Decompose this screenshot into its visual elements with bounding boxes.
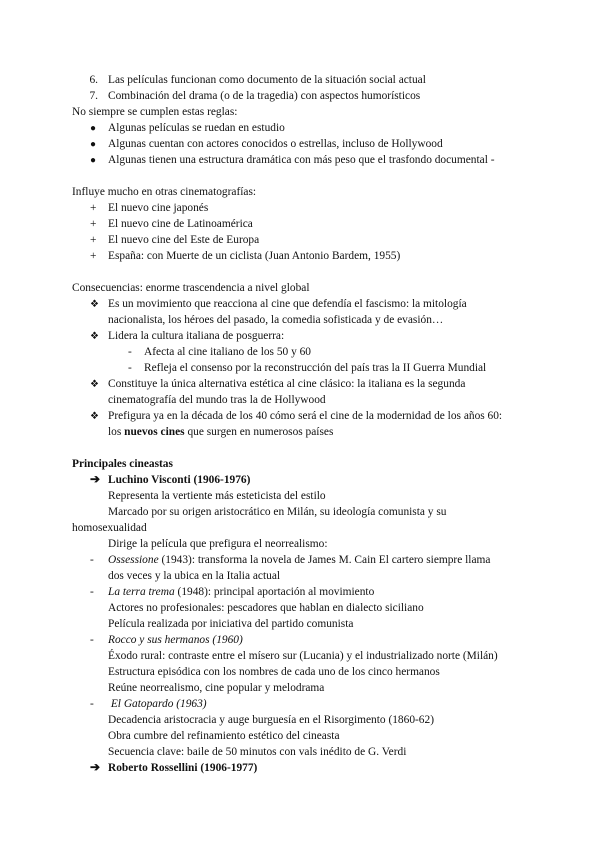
plus-icon: + bbox=[90, 202, 97, 214]
list-item: Algunas películas se ruedan en estudio bbox=[108, 122, 285, 134]
dash-icon: - bbox=[128, 362, 132, 374]
dash-icon: - bbox=[90, 698, 94, 710]
list-item-continuation: nacionalista, los héroes del pasado, la comedia sofisticada y de evasión… bbox=[108, 314, 444, 326]
film-description: Obra cumbre del refinamiento estético del cineasta bbox=[108, 730, 340, 742]
film-description: dos veces y la ubica en la Italia actual bbox=[108, 570, 281, 582]
plus-icon: + bbox=[90, 218, 97, 230]
list-item: El nuevo cine de Latinoamérica bbox=[108, 218, 253, 230]
plus-icon: + bbox=[90, 234, 97, 246]
film-title: La terra trema bbox=[108, 586, 175, 598]
bullet-icon: ● bbox=[90, 139, 97, 150]
list-item-continuation bbox=[108, 424, 333, 440]
emphasis-text: nuevos cines bbox=[124, 426, 185, 438]
list-item: Las películas funcionan como documento de la situación social actual bbox=[108, 74, 426, 86]
list-item: El nuevo cine japonés bbox=[108, 202, 209, 214]
list-item: España: con Muerte de un ciclista (Juan Antonio Bardem, 1955) bbox=[108, 250, 401, 262]
film-description: (1943): transforma la novela de James M. Cain El cartero siempre llama bbox=[158, 554, 491, 566]
sub-list-item: Refleja el consenso por la reconstrucción del país tras la II Guerra Mundial bbox=[144, 362, 487, 374]
paragraph: Influye mucho en otras cinematografías: bbox=[72, 186, 257, 198]
plus-icon: + bbox=[90, 250, 97, 262]
film-description: Actores no profesionales: pescadores que hablan en dialecto siciliano bbox=[108, 602, 424, 614]
dash-icon: - bbox=[90, 554, 94, 566]
filmmaker-name: Luchino Visconti (1906-1976) bbox=[108, 474, 251, 486]
film-entry bbox=[108, 552, 490, 568]
film-description: Éxodo rural: contraste entre el mísero sur (Lucania) y el industrializado norte (Milán) bbox=[108, 650, 498, 662]
dash-icon: - bbox=[128, 346, 132, 358]
section-heading: Principales cineastas bbox=[72, 458, 173, 470]
list-number: 6. bbox=[89, 74, 98, 86]
list-item: Algunas cuentan con actores conocidos o estrellas, incluso de Hollywood bbox=[108, 138, 443, 150]
film-entry bbox=[108, 584, 374, 600]
text-run: los bbox=[108, 426, 125, 438]
description-line: Representa la vertiente más esteticista del estilo bbox=[108, 490, 326, 502]
dash-icon: - bbox=[90, 634, 94, 646]
arrow-right-icon: ➔ bbox=[90, 472, 101, 486]
description-line: Dirige la película que prefigura el neorrealismo: bbox=[108, 538, 328, 550]
diamond-bullet-icon: ❖ bbox=[90, 331, 99, 342]
list-item: Lidera la cultura italiana de posguerra: bbox=[108, 330, 285, 342]
list-item: El nuevo cine del Este de Europa bbox=[108, 234, 260, 246]
arrow-right-icon: ➔ bbox=[90, 760, 101, 774]
filmmaker-name: Roberto Rossellini (1906-1977) bbox=[108, 762, 258, 774]
text-run: que surgen en numerosos países bbox=[184, 426, 334, 438]
list-item: Algunas tienen una estructura dramática con más peso que el trasfondo documental - bbox=[108, 154, 495, 166]
paragraph: Consecuencias: enorme trascendencia a nivel global bbox=[72, 282, 310, 294]
film-title: Rocco y sus hermanos (1960) bbox=[108, 634, 243, 646]
film-description: (1948): principal aportación al movimiento bbox=[174, 586, 375, 598]
list-item: Es un movimiento que reacciona al cine que defendía el fascismo: la mitología bbox=[108, 298, 467, 310]
bullet-icon: ● bbox=[90, 155, 97, 166]
diamond-bullet-icon: ❖ bbox=[90, 379, 99, 390]
dash-icon: - bbox=[90, 586, 94, 598]
film-description: Decadencia aristocracia y auge burguesía en el Risorgimento (1860-62) bbox=[108, 714, 434, 726]
paragraph: No siempre se cumplen estas reglas: bbox=[72, 106, 238, 118]
film-description: Secuencia clave: baile de 50 minutos con vals inédito de G. Verdi bbox=[108, 746, 407, 758]
description-line: Marcado por su origen aristocrático en Milán, su ideología comunista y su bbox=[108, 506, 447, 518]
film-title: Ossessione bbox=[108, 554, 159, 566]
description-line: homosexualidad bbox=[72, 522, 147, 534]
bullet-icon: ● bbox=[90, 123, 97, 134]
list-item-continuation: cinematografía del mundo tras la de Hollywood bbox=[108, 394, 326, 406]
list-number: 7. bbox=[89, 90, 98, 102]
list-item: Combinación del drama (o de la tragedia) con aspectos humorísticos bbox=[108, 90, 421, 102]
film-description: Reúne neorrealismo, cine popular y melodrama bbox=[108, 682, 325, 694]
list-item: Prefigura ya en la década de los 40 cómo será el cine de la modernidad de los años 60: bbox=[108, 410, 503, 422]
diamond-bullet-icon: ❖ bbox=[90, 411, 99, 422]
sub-list-item: Afecta al cine italiano de los 50 y 60 bbox=[144, 346, 312, 358]
film-title: El Gatopardo (1963) bbox=[108, 698, 207, 710]
list-item: Constituye la única alternativa estética al cine clásico: la italiana es la segunda bbox=[108, 378, 466, 390]
film-description: Estructura episódica con los nombres de cada uno de los cinco hermanos bbox=[108, 666, 440, 678]
diamond-bullet-icon: ❖ bbox=[90, 299, 99, 310]
film-description: Película realizada por iniciativa del partido comunista bbox=[108, 618, 354, 630]
